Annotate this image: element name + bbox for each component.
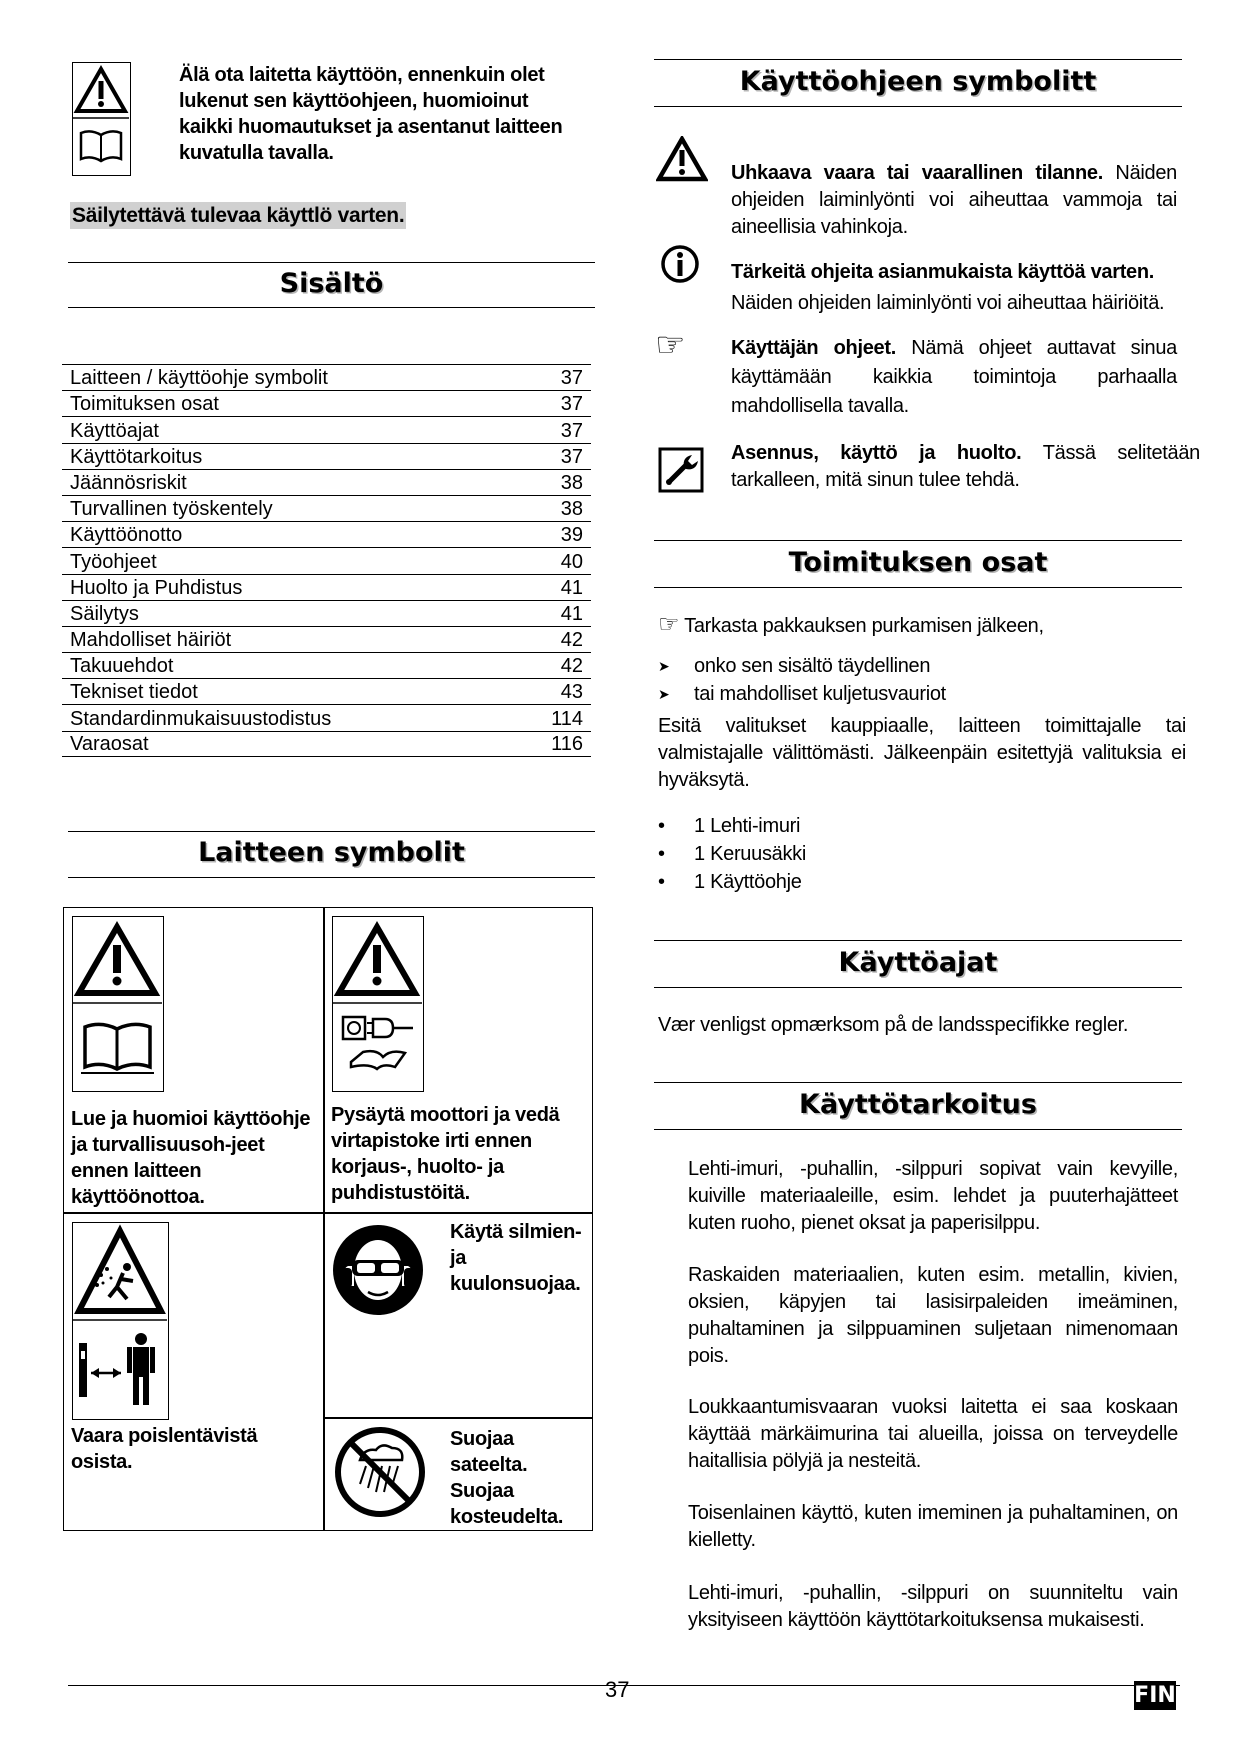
delivery-arrow-list (658, 652, 1178, 708)
toc-page: 41 (560, 602, 583, 625)
operating-times-rule-bottom (654, 987, 1182, 988)
toc-page: 42 (560, 655, 583, 678)
danger-text: Näiden ohjeiden laiminlyönti voi aiheuttaa vammoja tai aineellisia vahinkoja. (731, 162, 1178, 238)
flying-parts-distance-icon (72, 1222, 169, 1420)
toc-label: Huolto ja Puhdistus (70, 576, 243, 599)
read-manual-text: Lue ja huomioi käyttöohje ja turvallisuusoh-jeet ennen laitteen käyttöönottoa. (71, 1108, 311, 1208)
list-item (658, 840, 1178, 868)
intended-use-rule-top (654, 1082, 1182, 1083)
device-symbols-heading: Laitteen symbolit (198, 837, 465, 868)
toc-page: 116 (551, 732, 583, 755)
delivery-heading: Toimituksen osat (788, 547, 1048, 578)
operating-times-text: Vær venligst opmærksom på de landsspecifikke regler. (658, 1014, 1129, 1036)
list-item-text: tai mahdolliset kuljetusvauriot (694, 683, 946, 705)
list-item (658, 680, 1178, 708)
eye-ear-protection-text (450, 1219, 590, 1297)
delivery-complaint: Esitä valitukset kauppiaalle, laitteen toimittajalle tai valmistajalle välittömästi. Jälkeenpäin esitettyjä valituksia ei hyväksytä. (658, 715, 1186, 791)
rain-protection-text (450, 1426, 590, 1530)
manual-symbols-rule-bottom (654, 106, 1182, 107)
toc-label: Käyttöönotto (70, 524, 183, 547)
toc-label: Käyttötarkoitus (70, 445, 203, 468)
intended-use-paragraph: Loukkaantumisvaaran vuoksi laitetta ei saa koskaan käyttää märkäimurina tai alueilla, joissa on terveydelle haitallisia pölyjä ja nesteitä. (688, 1396, 1178, 1472)
delivery-rule-top (654, 540, 1182, 541)
toc-row[interactable] (62, 390, 591, 416)
flying-parts-text: Vaara poislentävistä osista. (71, 1425, 258, 1473)
operating-times-heading: Käyttöajat (838, 947, 998, 978)
wrench-icon (658, 447, 704, 493)
toc-page: 41 (560, 576, 583, 599)
toc-label: Työohjeet (70, 550, 157, 573)
toc-row[interactable] (62, 416, 591, 442)
toc-row[interactable] (62, 626, 591, 652)
toc-label: Takuuehdot (70, 655, 174, 678)
toc-page: 114 (551, 707, 583, 730)
toc-label: Standardinmukaisuustodistus (70, 707, 332, 730)
table-divider-vertical (323, 908, 325, 1530)
toc-row[interactable] (62, 574, 591, 600)
danger-triangle-icon (656, 136, 708, 182)
rain-line-2: sateelta. (450, 1454, 528, 1476)
toc-label: Varaosat (70, 732, 149, 755)
eye-ear-line-2: ja (450, 1247, 467, 1269)
intended-use-paragraph: Lehti-imuri, -puhallin, -silppuri on suunniteltu vain yksityiseen käyttöön käyttötarkoituksensa mukaisesti. (688, 1582, 1178, 1631)
eye-ear-line-1: Käytä silmien- (450, 1221, 582, 1243)
toc-page: 37 (560, 393, 583, 416)
list-item (658, 812, 1178, 840)
rain-line-4: kosteudelta. (450, 1506, 564, 1528)
info-text: Näiden ohjeiden laiminlyönti voi aiheuttaa häiriöitä. (731, 292, 1165, 314)
toc-label: Toimituksen osat (70, 393, 219, 416)
language-badge: FIN (1134, 1683, 1176, 1708)
no-rain-icon (334, 1426, 426, 1518)
toc-page: 39 (560, 524, 583, 547)
warning-unplug-icon (332, 916, 424, 1092)
rain-line-1: Suojaa (450, 1428, 514, 1450)
toc-heading-rule-top (68, 262, 595, 263)
assembly-text: Tässä selitetään tarkalleen, mitä sinun tulee tehdä. (731, 442, 1200, 491)
info-bold: Tärkeitä ohjeita asianmukaista käyttöä varten. (731, 261, 1155, 283)
list-item-text: onko sen sisältö täydellinen (694, 655, 931, 677)
operating-times-rule-top (654, 940, 1182, 941)
user-text: Nämä ohjeet auttavat sinua käyttämään kaikkia toimintoja parhaalla mahdollisella tavalla. (731, 337, 1177, 417)
list-item-text: 1 Käyttöohje (694, 871, 802, 893)
danger-bold: Uhkaava vaara tai vaarallinen tilanne. (731, 162, 1103, 184)
toc-row[interactable] (62, 469, 591, 495)
toc-row[interactable] (62, 521, 591, 547)
toc-page: 38 (560, 471, 583, 494)
toc-row[interactable] (62, 443, 591, 469)
eye-ear-line-3: kuulonsuojaa. (450, 1273, 581, 1295)
toc-heading-rule-bottom (68, 307, 595, 308)
manual-symbols-rule-top (654, 59, 1182, 60)
toc-row[interactable] (62, 704, 591, 730)
toc-page: 37 (560, 445, 583, 468)
toc-label: Mahdolliset häiriöt (70, 629, 232, 652)
rain-line-3: Suojaa (450, 1480, 514, 1502)
list-item-text: 1 Keruusäkki (694, 843, 807, 865)
assembly-bold: Asennus, käyttö ja huolto. (731, 442, 1022, 464)
device-symbols-rule-bottom (68, 877, 595, 878)
device-symbols-rule-top (68, 831, 595, 832)
intended-use-paragraph: Raskaiden materiaalien, kuten esim. metallin, kivien, oksien, käpyjen tai lasisirpaleiden imeäminen, puhaltaminen ja silppuaminen suljetaan nimenomaan pois. (688, 1264, 1178, 1367)
page-number: 37 (605, 1677, 630, 1702)
user-bold: Käyttäjän ohjeet. (731, 337, 896, 359)
toc-row[interactable] (62, 600, 591, 626)
list-item (658, 868, 1178, 896)
delivery-rule-bottom (654, 587, 1182, 588)
toc-label: Säilytys (70, 602, 139, 625)
list-item-text: 1 Lehti-imuri (694, 815, 801, 837)
toc-page: 42 (560, 629, 583, 652)
eye-ear-protection-icon (332, 1224, 424, 1316)
device-symbols-table (63, 907, 593, 1531)
danger-description (731, 160, 1177, 241)
dot-bullet-icon: • (658, 815, 665, 837)
toc-row[interactable] (62, 652, 591, 678)
pointing-hand-icon: ☞ (655, 325, 686, 365)
keep-note (70, 204, 406, 228)
stop-motor-text: Pysäytä moottori ja vedä virtapistoke irti ennen korjaus-, huolto- ja puhdistustöitä. (331, 1104, 560, 1204)
intended-use-paragraph: Lehti-imuri, -puhallin, -silppuri sopivat vain kevyille, kuiville materiaaleille, esim. lehdet ja puuterhajätteet kuten ruoho, pienet oksat ja paperisilppu. (688, 1158, 1178, 1234)
assembly-description (731, 440, 1200, 494)
arrow-bullet-icon: ➤ (658, 658, 670, 674)
table-of-contents (62, 364, 591, 757)
pointing-hand-small-icon: ☞ (658, 610, 680, 638)
toc-label: Laitteen / käyttöohje symbolit (70, 367, 328, 390)
toc-row[interactable] (62, 547, 591, 573)
delivery-check-text: Tarkasta pakkauksen purkamisen jälkeen, (684, 615, 1044, 637)
intended-use-paragraph: Toisenlainen käyttö, kuten imeminen ja puhaltaminen, on kielletty. (688, 1502, 1178, 1551)
manual-symbols-heading: Käyttöohjeen symbolitt (739, 66, 1097, 97)
dot-bullet-icon: • (658, 843, 665, 865)
list-item (658, 652, 1178, 680)
info-description (731, 257, 1177, 319)
info-icon (660, 244, 700, 284)
intended-use-rule-bottom (654, 1129, 1182, 1130)
delivery-check (658, 611, 1044, 640)
table-divider-row2-right (323, 1417, 592, 1419)
keep-note-text: Säilytettävä tulevaa käyttlö varten. (72, 204, 405, 227)
arrow-bullet-icon: ➤ (658, 686, 670, 702)
toc-page: 38 (560, 498, 583, 521)
toc-label: Turvallinen työskentely (70, 498, 273, 521)
toc-row[interactable] (62, 678, 591, 704)
dot-bullet-icon: • (658, 871, 665, 893)
toc-row[interactable] (62, 364, 591, 390)
delivery-items-list (658, 812, 1178, 896)
toc-label: Tekniset tiedot (70, 681, 198, 704)
toc-page: 40 (560, 550, 583, 573)
toc-row[interactable] (62, 731, 591, 757)
intended-use-heading: Käyttötarkoitus (799, 1089, 1037, 1120)
toc-page: 43 (560, 681, 583, 704)
table-divider-row1 (64, 1212, 592, 1214)
toc-label: Käyttöajat (70, 419, 159, 442)
intro-warning-text: Älä ota laitetta käyttöön, ennenkuin olet lukenut sen käyttöohjeen, huomioinut kaikki huomautukset ja asentanut laitteen kuvatulla tavalla. (179, 64, 563, 164)
toc-label: Jäännösriskit (70, 471, 187, 494)
user-description (731, 334, 1177, 421)
warning-read-manual-icon (72, 916, 164, 1092)
toc-page: 37 (560, 419, 583, 442)
toc-page: 37 (560, 367, 583, 390)
intro-warning-manual-icon (72, 62, 131, 176)
toc-heading: Sisältö (279, 268, 384, 299)
toc-row[interactable] (62, 495, 591, 521)
